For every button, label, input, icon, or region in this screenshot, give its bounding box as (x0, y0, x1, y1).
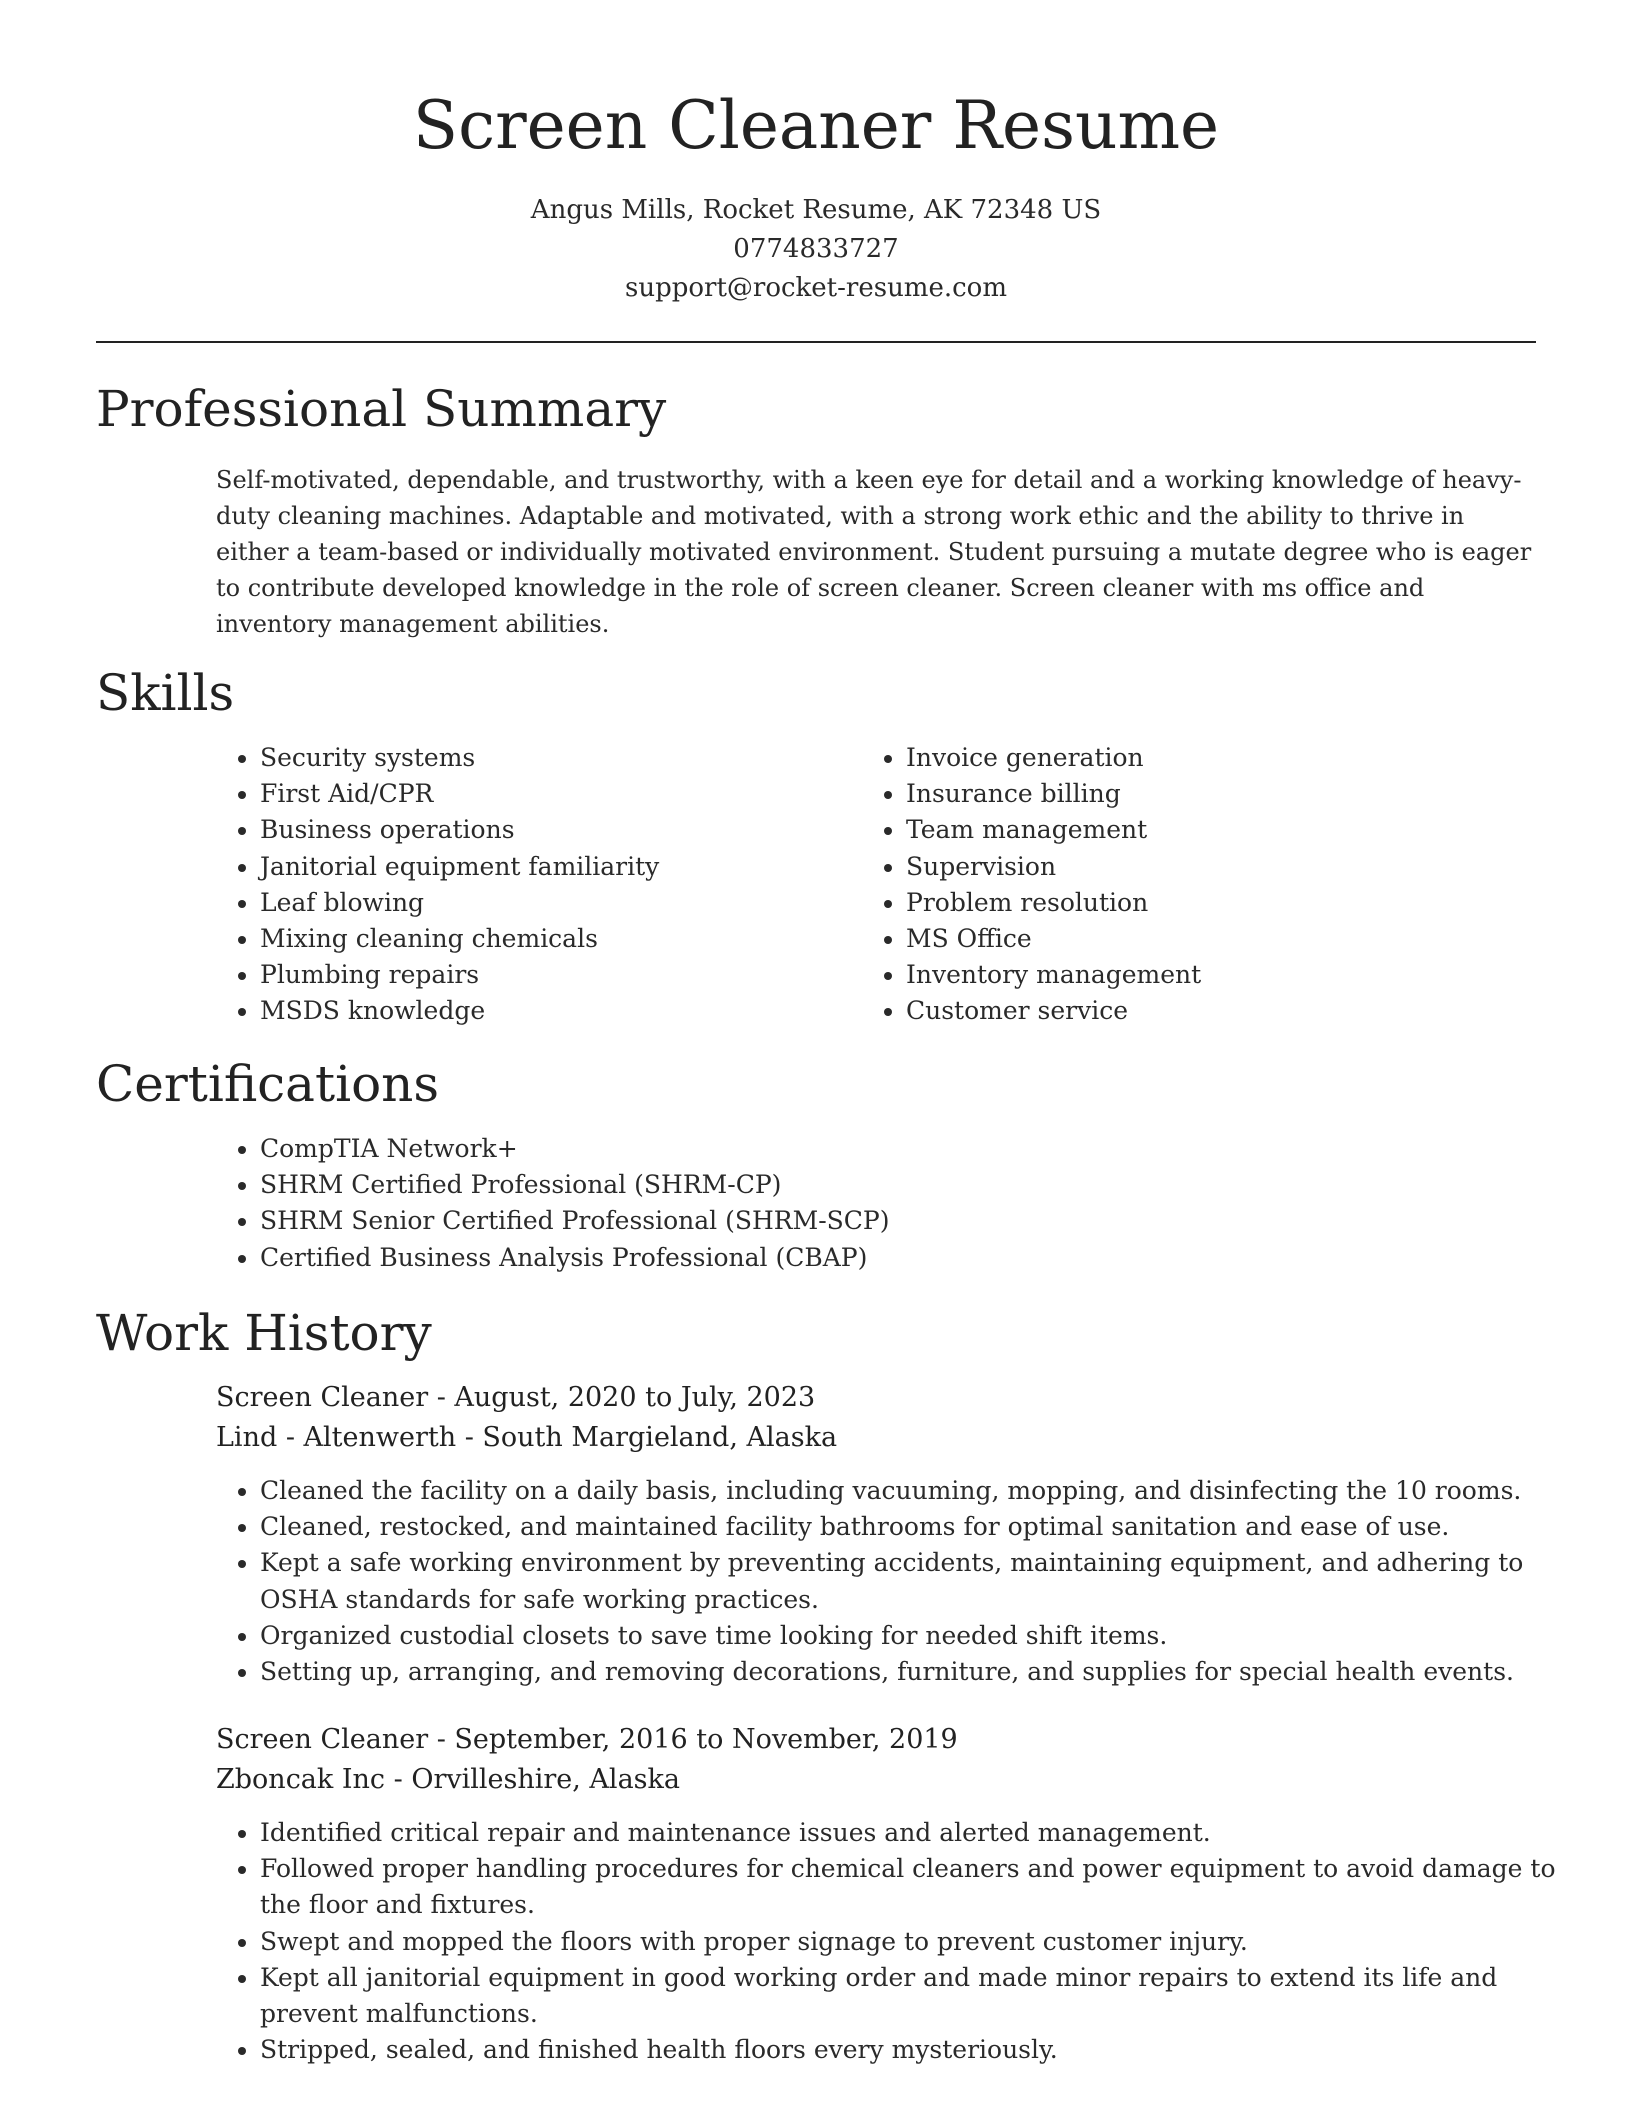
list-item: • Supervision (906, 849, 1506, 885)
list-item: • Inventory management (906, 957, 1506, 993)
list-item: • Customer service (906, 993, 1506, 1029)
list-item: • Followed proper handling procedures for chemical cleaners and power equipment to avoid damage to the floor and fixtures. (260, 1851, 1580, 1923)
list-item: • CompTIA Network+ (260, 1131, 1260, 1167)
list-item: • Insurance billing (906, 776, 1506, 812)
job-duties-list (216, 1815, 1580, 2068)
skills-list-right (862, 740, 1506, 1030)
certifications-list (216, 1131, 1260, 1276)
job-dates: - August, 2020 to July, 2023 (428, 1382, 816, 1413)
list-item: • SHRM Senior Certified Professional (SHRM-SCP) (260, 1203, 1260, 1239)
list-item: • Certified Business Analysis Professional (CBAP) (260, 1240, 1260, 1276)
job-location: - Orvilleshire, Alaska (385, 1764, 680, 1795)
summary-heading: Professional Summary (96, 380, 667, 438)
contact-block (0, 191, 1632, 308)
list-item: • Identified critical repair and maintenance issues and alerted management. (260, 1815, 1580, 1851)
list-item: • Business operations (260, 812, 860, 848)
list-item: • Organized custodial closets to save time looking for needed shift items. (260, 1618, 1580, 1654)
list-item: • MS Office (906, 921, 1506, 957)
job-title-line (216, 1720, 958, 1760)
job-duties-list (216, 1473, 1580, 1690)
summary-text: Self-motivated, dependable, and trustworthy, with a keen eye for detail and a working knowledge of heavy-duty cleaning machines. Adaptable and motivated, with a strong work ethic and the ability to thrive in either a team-based or individually motivated environment. Student pursuing a mutate degree who is eager to contribute developed knowledge in the role of screen cleaner. Screen cleaner with ms office and inventory management abilities. (216, 466, 1532, 638)
list-item: • MSDS knowledge (260, 993, 860, 1029)
job-dates: - September, 2016 to November, 2019 (428, 1724, 958, 1755)
job-title: Screen Cleaner (216, 1382, 429, 1413)
list-item: • Plumbing repairs (260, 957, 860, 993)
contact-email: support@rocket-resume.com (624, 273, 1007, 303)
job-title-line (216, 1378, 815, 1418)
list-item: • Kept all janitorial equipment in good working order and made minor repairs to extend its life and prevent malfunctions. (260, 1960, 1580, 2032)
work-history-heading: Work History (96, 1304, 432, 1362)
list-item: • Janitorial equipment familiarity (260, 849, 860, 885)
job-company-line (216, 1418, 837, 1458)
job-company-line (216, 1760, 680, 1800)
job-title: Screen Cleaner (216, 1724, 429, 1755)
list-item: • Problem resolution (906, 885, 1506, 921)
skills-list-left (216, 740, 860, 1030)
list-item: • Security systems (260, 740, 860, 776)
list-item: • SHRM Certified Professional (SHRM-CP) (260, 1167, 1260, 1203)
certifications-heading: Certifications (96, 1055, 440, 1113)
contact-address: Angus Mills, Rocket Resume, AK 72348 US (530, 195, 1102, 225)
list-item: • Leaf blowing (260, 885, 860, 921)
list-item: • Kept a safe working environment by preventing accidents, maintaining equipment, and adhering to OSHA standards for safe working practices. (260, 1545, 1580, 1617)
list-item: • Mixing cleaning chemicals (260, 921, 860, 957)
list-item: • Setting up, arranging, and removing decorations, furniture, and supplies for special health events. (260, 1654, 1580, 1690)
list-item: • Swept and mopped the floors with proper signage to prevent customer injury. (260, 1924, 1580, 1960)
list-item: • Cleaned the facility on a daily basis, including vacuuming, mopping, and disinfecting the 10 rooms. (260, 1473, 1580, 1509)
list-item: • Invoice generation (906, 740, 1506, 776)
resume-title: Screen Cleaner Resume (412, 87, 1220, 164)
contact-phone: 0774833727 (733, 234, 899, 264)
job-company: Zboncak Inc (216, 1764, 386, 1795)
list-item: • Stripped, sealed, and finished health floors every mysteriously. (260, 2032, 1580, 2068)
job-company: Lind - Altenwerth (216, 1422, 457, 1453)
skills-heading: Skills (96, 664, 235, 722)
list-item: • Cleaned, restocked, and maintained facility bathrooms for optimal sanitation and ease of use. (260, 1509, 1580, 1545)
job-location: - South Margieland, Alaska (456, 1422, 838, 1453)
list-item: • Team management (906, 812, 1506, 848)
list-item: • First Aid/CPR (260, 776, 860, 812)
header-divider (96, 341, 1536, 343)
